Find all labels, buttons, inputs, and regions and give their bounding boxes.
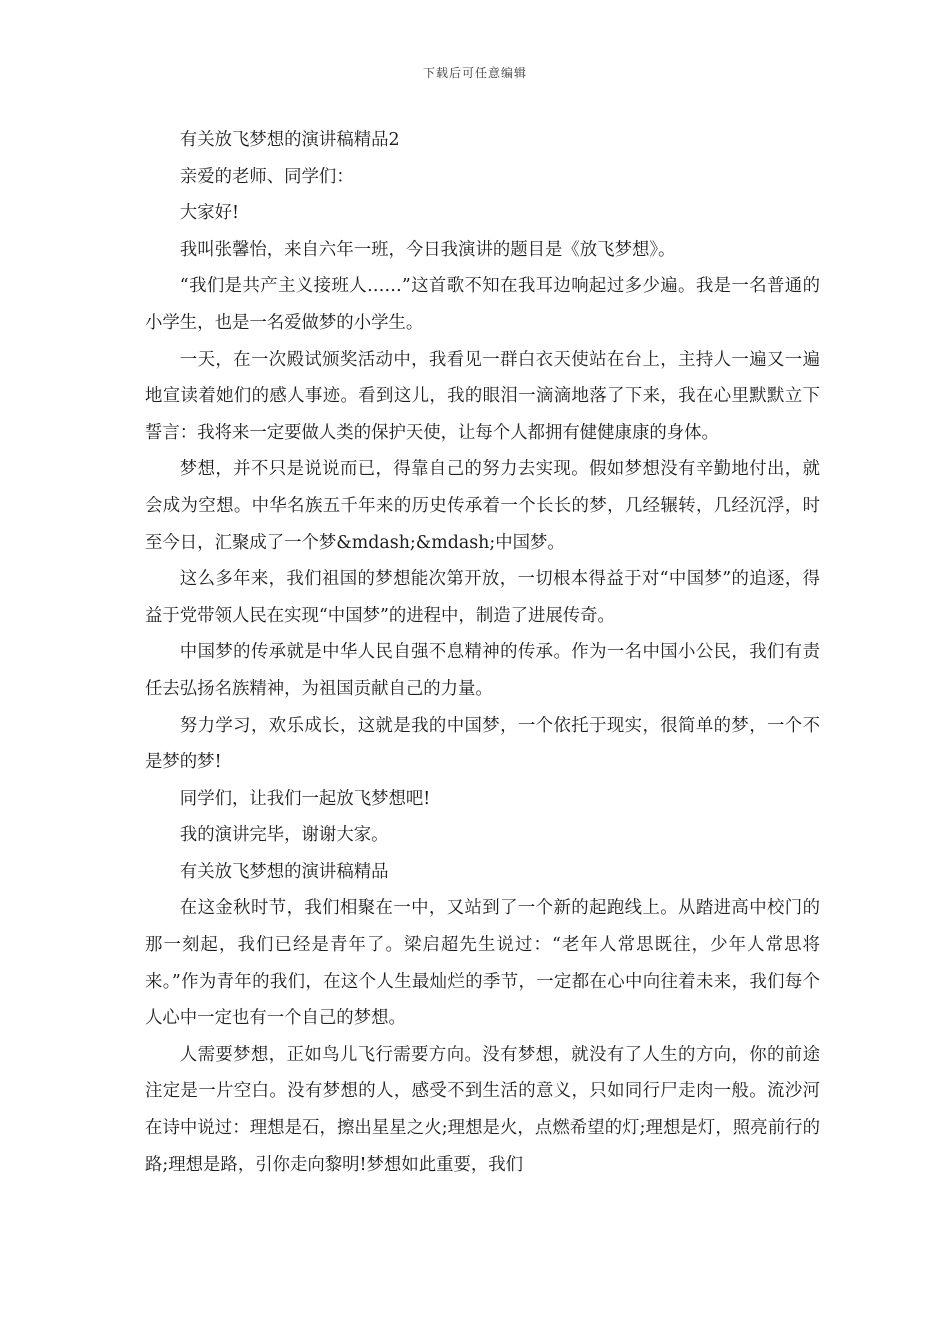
speech-title-2: 有关放飞梦想的演讲稿精品 (179, 861, 389, 882)
paragraph: 努力学习，欢乐成长，这就是我的中国梦，一个依托于现实，很简单的梦，一个不是梦的梦! (145, 715, 820, 773)
document-body (145, 122, 820, 1183)
salutation: 亲爱的老师、同学们： (179, 166, 354, 187)
paragraph: 在这金秋时节，我们相聚在一中，又站到了一个新的起跑线上。从踏进高中校门的那一刻起，我们已经是青年了。梁启超先生说过：“老年人常思既往，少年人常思将来。”作为青年的我们，在这个人生最灿烂的季节，一定都在心中向往着未来，我们每个人心中一定也有一个自己的梦想。 (145, 898, 820, 1029)
paragraph: 同学们，让我们一起放飞梦想吧! (179, 788, 431, 809)
speech-title-1: 有关放飞梦想的演讲稿精品2 (179, 130, 400, 150)
greeting: 大家好! (179, 203, 239, 224)
paragraph: 这么多年来，我们祖国的梦想能次第开放，一切根本得益于对“中国梦”的追逐，得益于党带领人民在实现“中国梦”的进程中，制造了进展传奇。 (145, 569, 820, 626)
page-header: 下载后可任意编辑 (422, 66, 527, 80)
closing: 我的演讲完毕，谢谢大家。 (179, 825, 389, 846)
paragraph: 中国梦的传承就是中华人民自强不息精神的传承。作为一名中国小公民，我们有责任去弘扬名族精神，为祖国贡献自己的力量。 (145, 642, 820, 699)
paragraph: “我们是共产主义接班人……”这首歌不知在我耳边响起过多少遍。我是一名普通的小学生，也是一名爱做梦的小学生。 (145, 276, 820, 333)
paragraph: 人需要梦想，正如鸟儿飞行需要方向。没有梦想，就没有了人生的方向，你的前途注定是一片空白。没有梦想的人，感受不到生活的意义，只如同行尸走肉一般。流沙河在诗中说过：理想是石，擦出星星之火;理想是火，点燃希望的灯;理想是灯，照亮前行的路;理想是路，引你走向黎明!梦想如此重要，我们 (145, 1044, 820, 1175)
paragraph: 我叫张馨怡，来自六年一班，今日我演讲的题目是《放飞梦想》。 (179, 239, 676, 260)
paragraph: 梦想，并不只是说说而已，得靠自己的努力去实现。假如梦想没有辛勤地付出，就会成为空想。中华名族五千年来的历史传承着一个长长的梦，几经辗转，几经沉浮，时至今日，汇聚成了一个梦&mdash;&mdash;中国梦。 (145, 459, 820, 553)
paragraph: 一天，在一次殿试颁奖活动中，我看见一群白衣天使站在台上，主持人一遍又一遍地宣读着她们的感人事迹。看到这儿，我的眼泪一滴滴地落了下来，我在心里默默立下誓言：我将来一定要做人类的保护天使，让每个人都拥有健健康康的身体。 (145, 349, 820, 443)
